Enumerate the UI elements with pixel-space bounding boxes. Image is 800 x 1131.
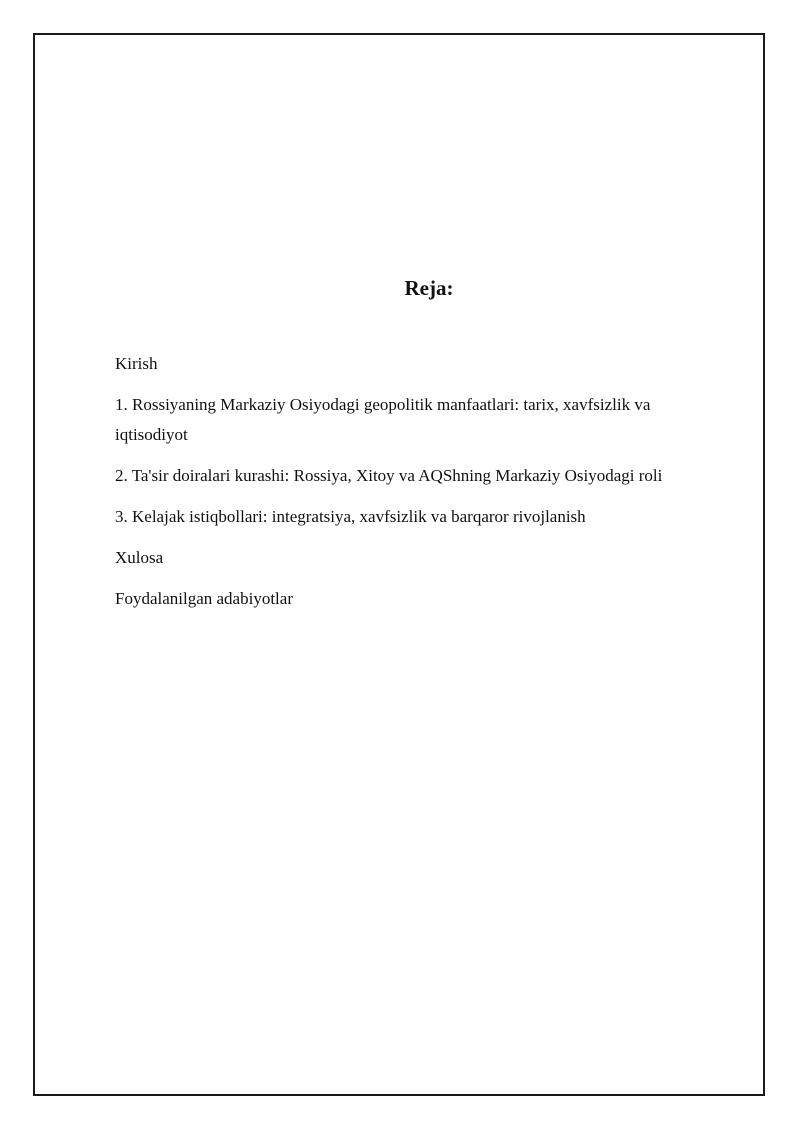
plan-item-conclusion: Xulosa — [115, 548, 164, 567]
plan-item-1: 1. Rossiyaning Markaziy Osiyodagi geopolitik manfaatlari: tarix, xavfsizlik va iqtisodiyot — [115, 395, 651, 444]
plan-item-3: 3. Kelajak istiqbollari: integratsiya, xavfsizlik va barqaror rivojlanish — [115, 507, 586, 526]
plan-list — [115, 349, 735, 625]
plan-item-2: 2. Ta'sir doiralari kurashi: Rossiya, Xitoy va AQShning Markaziy Osiyodagi roli — [115, 466, 663, 485]
plan-title: Reja: — [404, 276, 454, 300]
plan-item-references: Foydalanilgan adabiyotlar — [115, 589, 293, 608]
plan-item-introduction: Kirish — [115, 354, 158, 373]
